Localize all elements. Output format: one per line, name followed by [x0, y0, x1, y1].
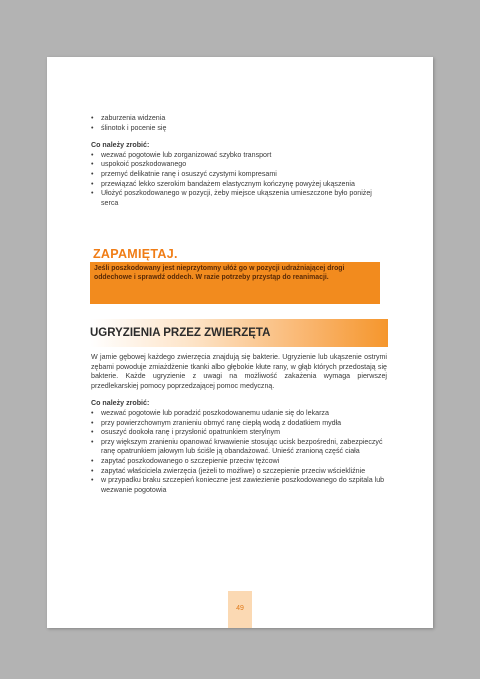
list-item: • zaburzenia widzenia [91, 114, 387, 124]
section-content [91, 353, 387, 495]
remember-text: Jeśli poszkodowany jest nieprzytomny ułóż go w pozycji udrażniającej drogi oddechowe i sprawdź oddech. W razie potrzeby przystąp do reanimacji. [90, 262, 380, 304]
page-number-tab [228, 591, 252, 628]
list-item: • uspokoić poszkodowanego [91, 160, 387, 170]
list-item: • wezwać pogotowie lub poradzić poszkodowanemu udanie się do lekarza [91, 409, 387, 419]
list-item: • Ułożyć poszkodowanego w pozycji, żeby miejsce ukąszenia umieszczone było poniżej serca [91, 189, 387, 208]
section-paragraph: W jamie gębowej każdego zwierzęcia znajdują się bakterie. Ugryzienie lub ukąszenie ostrymi zębami powoduje zmiażdżenie tkanki albo głębokie kłute rany, w głąb których przedostają się bakterie. Każde ugryzienie z uwagi na możliwość zakażenia wymaga pierwszej przedlekarskiej pomocy poprzedzającej pomoc medyczną. [91, 353, 387, 390]
todo-list [91, 409, 387, 495]
list-item: • wezwać pogotowie lub zorganizować szybko transport [91, 151, 387, 161]
list-item: • w przypadku braku szczepień konieczne jest zawiezienie poszkodowanego do szpitala lub wezwanie pogotowia [91, 476, 387, 495]
todo-heading: Co należy zrobić: [91, 141, 150, 150]
document-page [47, 57, 433, 628]
list-item: • osuszyć dookoła ranę i przysłonić opatrunkiem sterylnym [91, 428, 387, 438]
list-item: • przemyć delikatnie ranę i osuszyć czystymi kompresami [91, 170, 387, 180]
list-item: • przy powierzchownym zranieniu obmyć ranę ciepłą wodą z dodatkiem mydła [91, 419, 387, 429]
list-item: • przewiązać lekko szerokim bandażem elastycznym kończynę powyżej ukąszenia [91, 180, 387, 190]
list-item: • zapytać poszkodowanego o szczepienie przeciw tężcowi [91, 457, 387, 467]
symptom-list [91, 114, 387, 133]
page-number: 49 [236, 605, 244, 612]
remember-title: ZAPAMIĘTAJ. [93, 247, 178, 261]
list-item: • zapytać właściciela zwierzęcia (jeżeli to możliwe) o szczepienie przeciw wściekliźnie [91, 467, 387, 477]
list-item: • przy większym zranieniu opanować krwawienie stosując ucisk bezpośredni, zabezpieczyć ranę opatrunkiem jałowym lub ściśle ją obandażować. Unieść zranioną część ciała [91, 438, 387, 457]
section-header [90, 319, 388, 347]
todo-list [91, 151, 387, 209]
section-title: UGRYZIENIA PRZEZ ZWIERZĘTA [90, 327, 271, 339]
top-content [91, 114, 387, 208]
todo-heading: Co należy zrobić: [91, 399, 150, 408]
remember-callout [90, 247, 388, 305]
list-item: • ślinotok i pocenie się [91, 124, 387, 134]
